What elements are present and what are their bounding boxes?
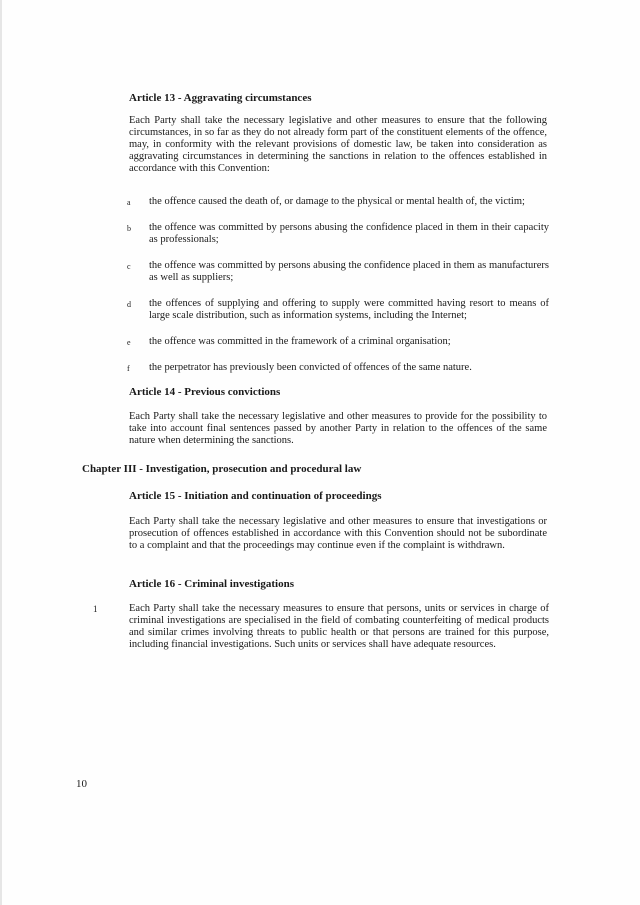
list-item-c [127, 260, 549, 284]
list-marker: c [127, 262, 131, 271]
numbered-item-1 [93, 603, 549, 651]
article-16-heading: Article 16 - Criminal investigations [129, 578, 294, 590]
list-item-text: the offence was committed by persons abusing the confidence placed in them in their capacity as professionals; [149, 222, 549, 245]
list-item-text: the offence caused the death of, or damage to the physical or mental health of, the victim; [149, 196, 525, 207]
article-15-heading: Article 15 - Initiation and continuation of proceedings [129, 490, 382, 502]
list-item-text: the offences of supplying and offering to supply were committed having resort to means of large scale distribution, such as information systems, including the Internet; [149, 298, 549, 321]
list-item-e [127, 336, 549, 348]
list-item-text: Each Party shall take the necessary measures to ensure that persons, units or services in charge of criminal investigations are specialised in the field of combating counterfeiting of medical products and similar crimes involving threats to public health or that persons are trained for this purpose, including financial investigations. Such units or services shall have adequate resources. [129, 603, 549, 650]
page-edge [0, 0, 2, 905]
page-number: 10 [76, 778, 87, 790]
list-marker: f [127, 364, 130, 373]
article-13-intro: Each Party shall take the necessary legislative and other measures to ensure that the following circumstances, in so far as they do not already form part of the constituent elements of the offence, may, in conformity with the relevant provisions of domestic law, be taken into consideration as aggravating circumstances in determining the sanctions in relation to the offences established in accordance with this Convention: [129, 115, 547, 174]
article-15-text: Each Party shall take the necessary legislative and other measures to ensure that investigations or prosecution of offences established in accordance with this Convention should not be subordinate to a complaint and that the proceedings may continue even if the complaint is withdrawn. [129, 516, 547, 551]
list-item-b [127, 222, 549, 246]
chapter-3-heading: Chapter III - Investigation, prosecution and procedural law [82, 463, 362, 475]
article-14-heading: Article 14 - Previous convictions [129, 386, 281, 398]
list-marker: 1 [93, 604, 98, 614]
list-item-text: the perpetrator has previously been convicted of offences of the same nature. [149, 362, 472, 373]
list-item-d [127, 298, 549, 322]
list-marker: a [127, 198, 131, 207]
list-marker: b [127, 224, 131, 233]
article-14-text: Each Party shall take the necessary legislative and other measures to provide for the possibility to take into account final sentences passed by another Party in relation to the offences of the same nature when determining the sanctions. [129, 411, 547, 446]
article-13-heading: Article 13 - Aggravating circumstances [129, 92, 312, 104]
list-item-text: the offence was committed in the framework of a criminal organisation; [149, 336, 451, 347]
list-item-f [127, 362, 549, 374]
list-item-a [127, 196, 549, 208]
list-item-text: the offence was committed by persons abusing the confidence placed in them as manufacturers as well as suppliers; [149, 260, 549, 283]
list-marker: d [127, 300, 131, 309]
list-marker: e [127, 338, 131, 347]
